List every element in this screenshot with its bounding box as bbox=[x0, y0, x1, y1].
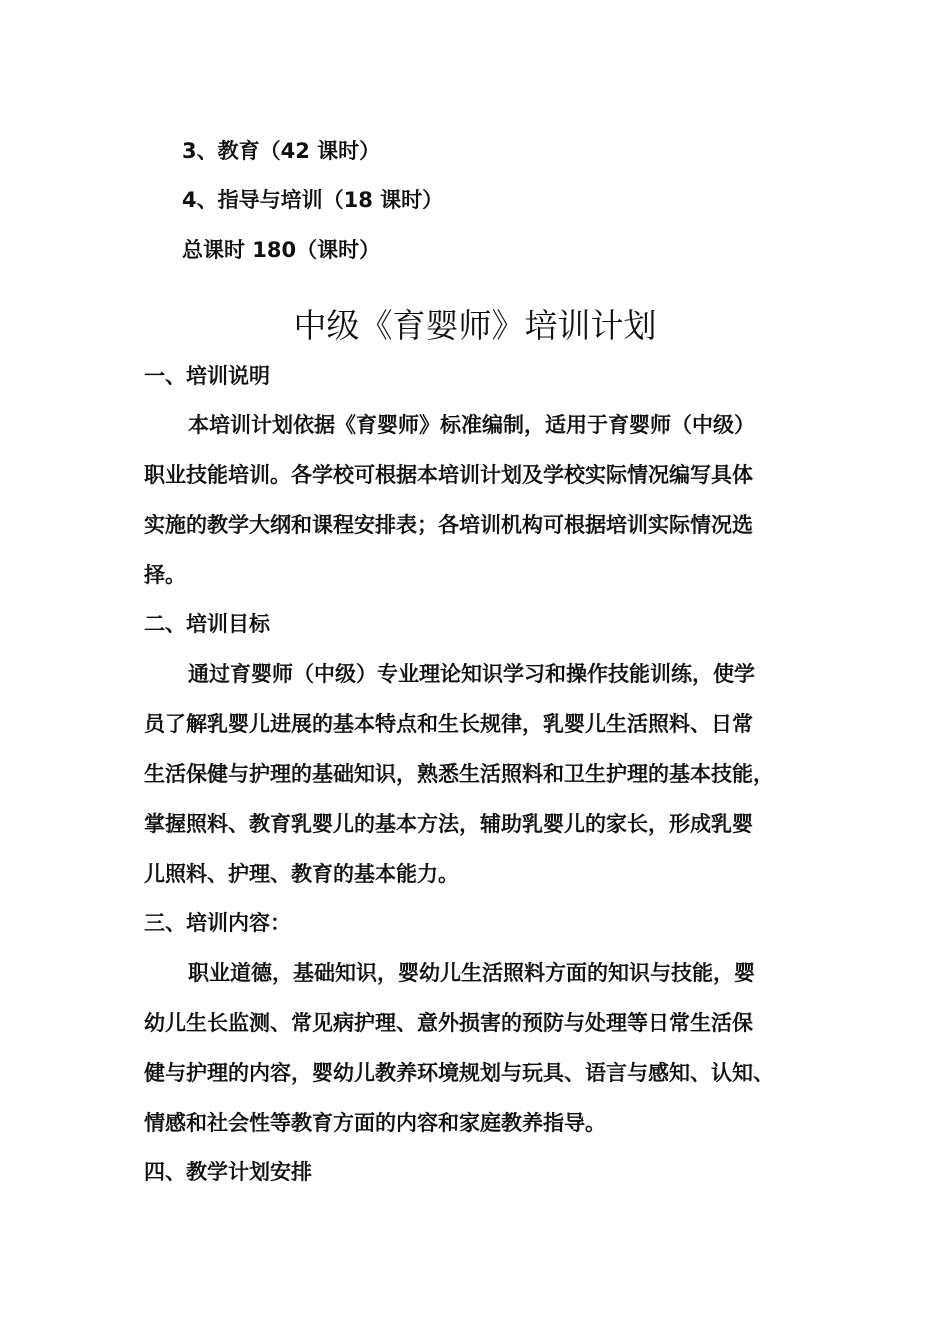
paragraph-line: 职业道德，基础知识，婴幼儿生活照料方面的知识与技能，婴 bbox=[188, 961, 755, 985]
course-hours-total: 总课时 180（课时） bbox=[182, 238, 381, 262]
document-title: 中级《育婴师》培训计划 bbox=[293, 306, 657, 345]
course-hours-guidance-training: 4、指导与培训（18 课时） bbox=[182, 188, 444, 212]
section-heading-training-description: 一、培训说明 bbox=[144, 364, 270, 388]
paragraph-line: 员了解乳婴儿进展的基本特点和生长规律，乳婴儿生活照料、日常 bbox=[144, 712, 753, 736]
paragraph-line: 生活保健与护理的基础知识，熟悉生活照料和卫生护理的基本技能， bbox=[144, 762, 774, 786]
paragraph-line: 健与护理的内容，婴幼儿教养环境规划与玩具、语言与感知、认知、 bbox=[144, 1061, 774, 1085]
paragraph-line: 掌握照料、教育乳婴儿的基本方法，辅助乳婴儿的家长，形成乳婴 bbox=[144, 812, 753, 836]
paragraph-line: 择。 bbox=[144, 563, 186, 587]
paragraph-line: 通过育婴师（中级）专业理论知识学习和操作技能训练，使学 bbox=[188, 662, 755, 686]
course-hours-education: 3、教育（42 课时） bbox=[182, 139, 381, 163]
section-heading-teaching-plan: 四、教学计划安排 bbox=[144, 1160, 312, 1184]
section-heading-training-goals: 二、培训目标 bbox=[144, 612, 270, 636]
paragraph-line: 实施的教学大纲和课程安排表；各培训机构可根据培训实际情况选 bbox=[144, 513, 753, 537]
paragraph-line: 职业技能培训。各学校可根据本培训计划及学校实际情况编写具体 bbox=[144, 463, 753, 487]
paragraph-line: 情感和社会性等教育方面的内容和家庭教养指导。 bbox=[144, 1111, 606, 1135]
paragraph-line: 幼儿生长监测、常见病护理、意外损害的预防与处理等日常生活保 bbox=[144, 1011, 753, 1035]
section-heading-training-content: 三、培训内容： bbox=[144, 911, 291, 935]
paragraph-line: 本培训计划依据《育婴师》标准编制，适用于育婴师（中级） bbox=[188, 413, 755, 437]
paragraph-line: 儿照料、护理、教育的基本能力。 bbox=[144, 862, 459, 886]
